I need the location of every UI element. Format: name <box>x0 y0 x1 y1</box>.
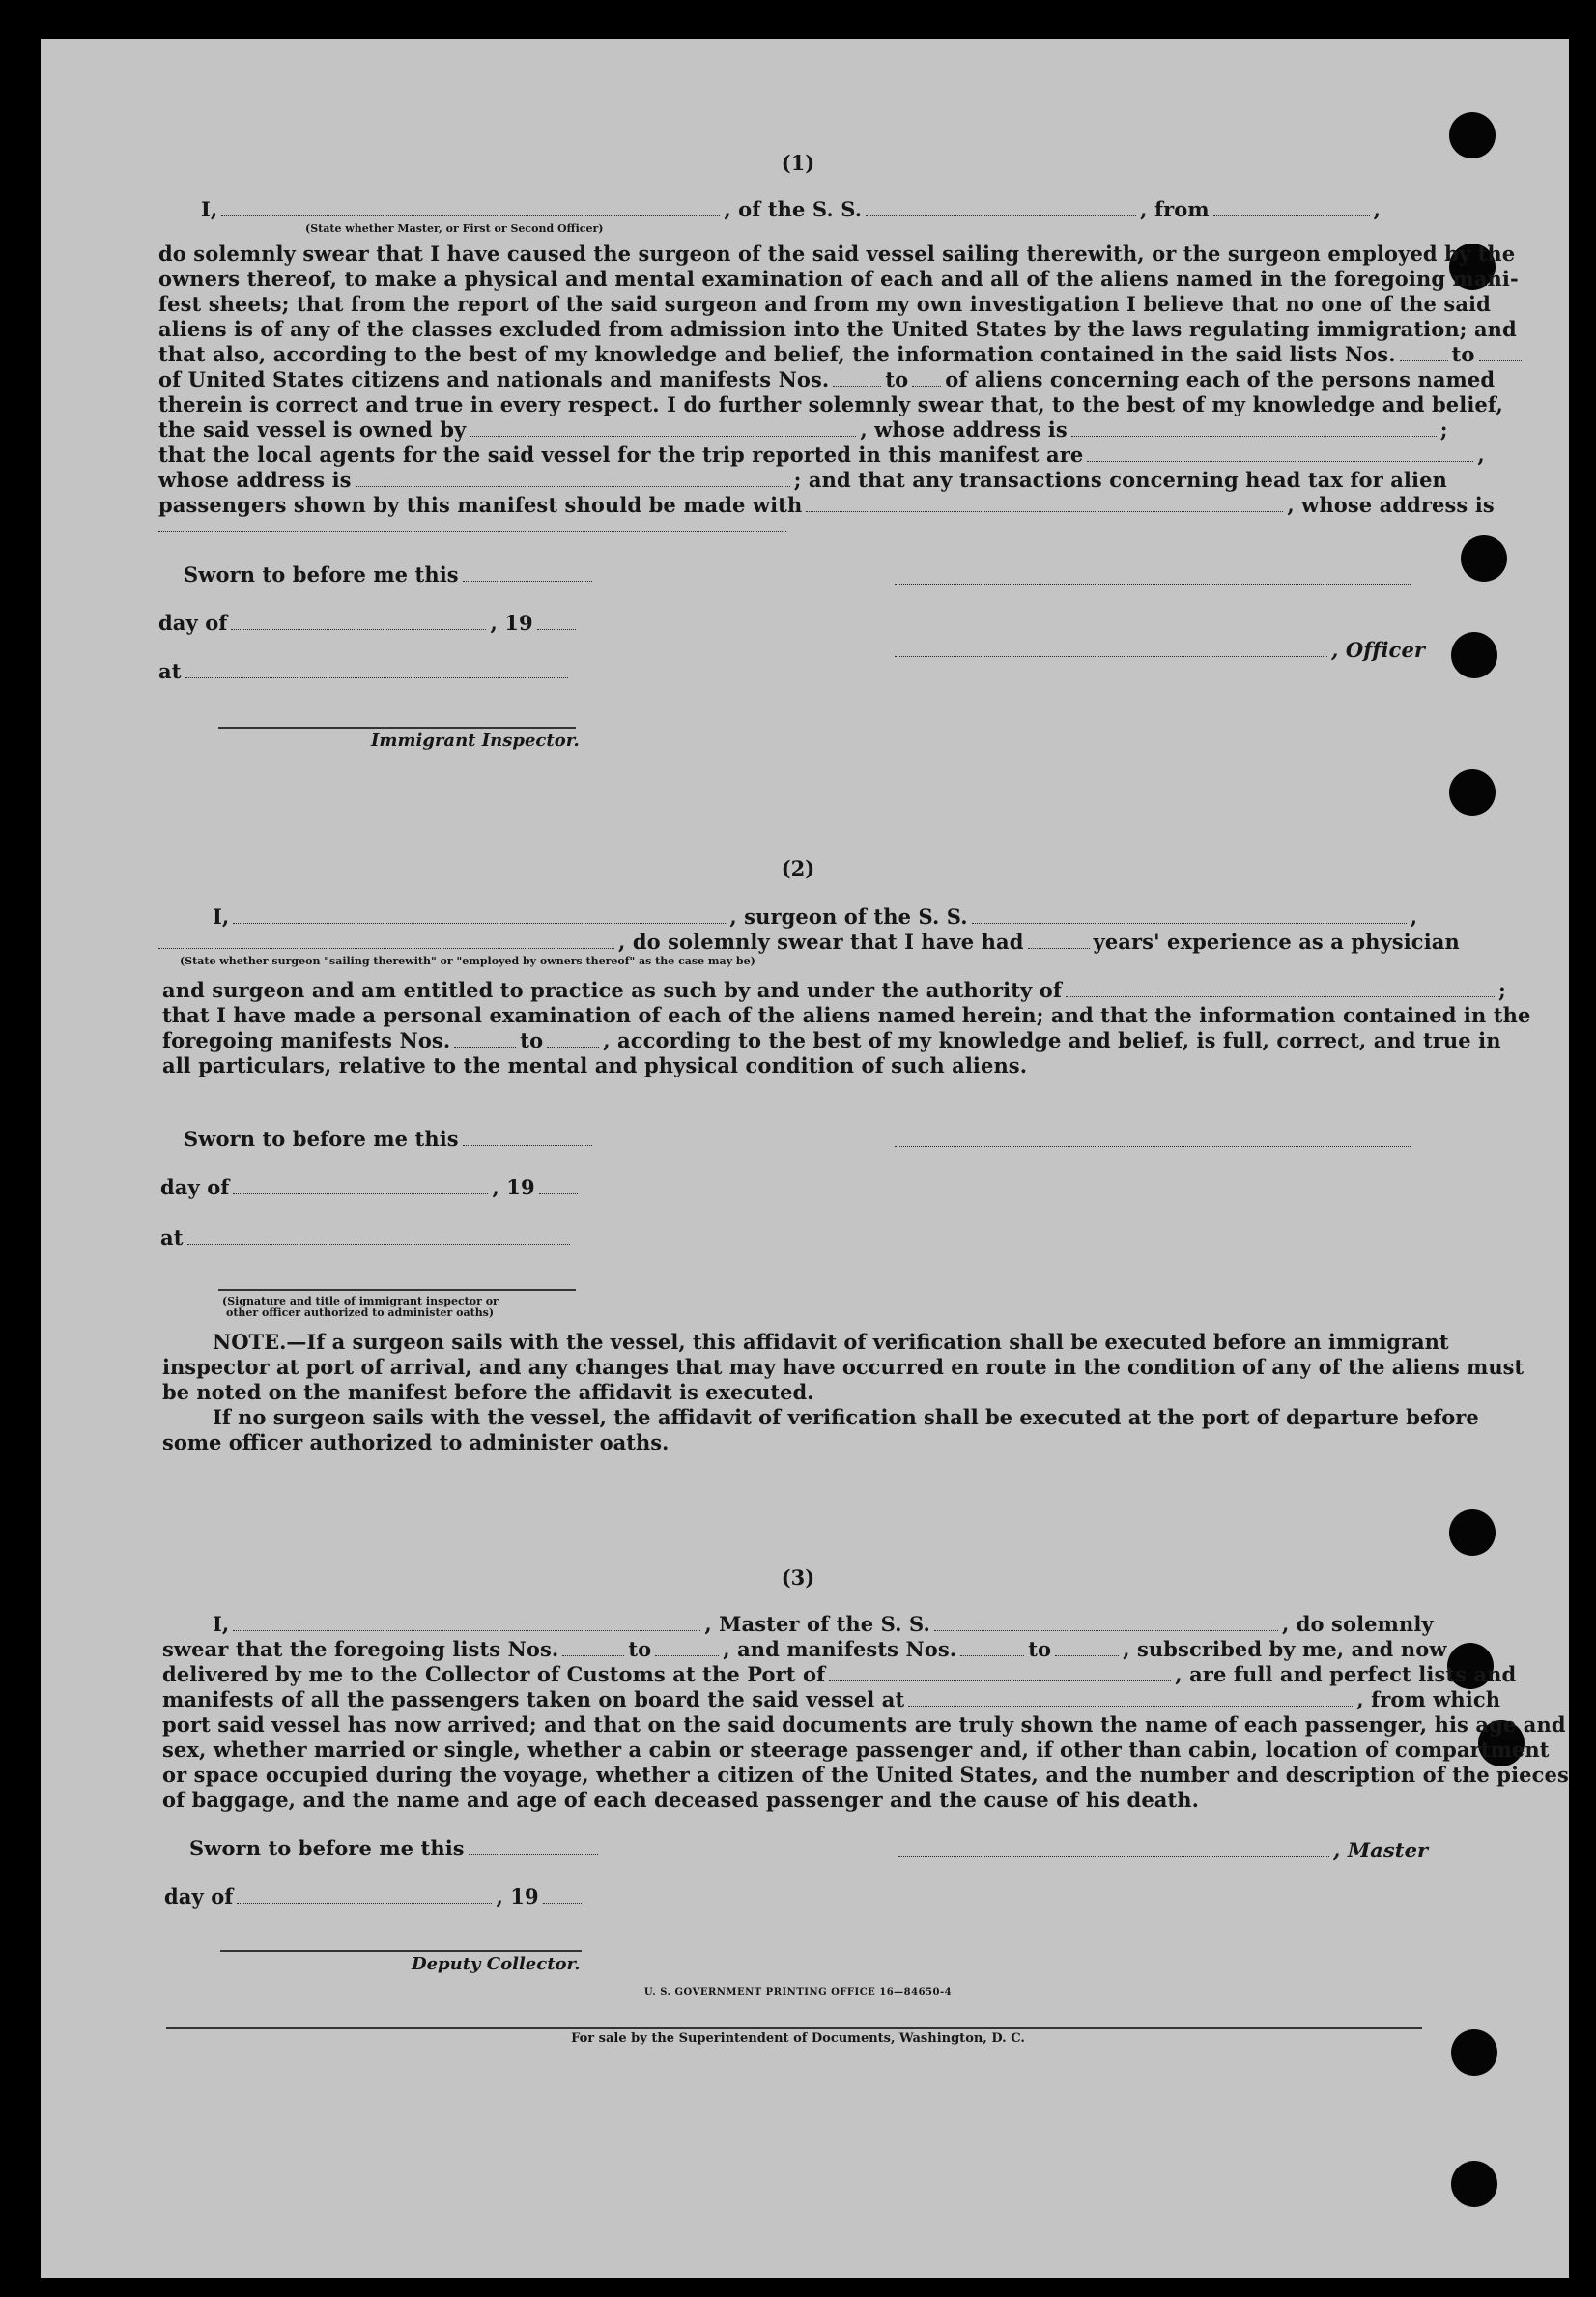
s2-surgeon-hint: (State whether surgeon "sailing therewith" or "employed by owners thereof" as the case may be) <box>180 955 755 967</box>
s1-line-4: fest sheets; that from the report of the said surgeon and from my own investigation I believe that no one of the said <box>158 292 1491 316</box>
s2-line-1: I, , surgeon of the S. S. , <box>213 904 1418 929</box>
sale-notice: For sale by the Superintendent of Documents, Washington, D. C. <box>571 2031 1025 2046</box>
s1-line-6: that also, according to the best of my knowledge and belief, the information contained in the said lists Nos. to <box>158 342 1525 367</box>
punch-hole <box>1449 1509 1496 1556</box>
s1-line-9: the said vessel is owned by , whose address is ; <box>158 417 1448 442</box>
s1-address-blank <box>158 531 786 532</box>
s2-note: NOTE.—If a surgeon sails with the vessel, this affidavit of verification shall be executed before an immigrant inspector at port of arrival, and any changes that may have occurred en route in the condition of any of the aliens must be noted on the manifest before the affidavit is executed. If no surgeon sails with the vessel, the affidavit of verification shall be executed at the port of departure before some officer authorized to administer oaths. <box>162 1330 1525 1454</box>
s1-line-1: I, , of the S. S. , from , <box>201 197 1382 221</box>
s1-line-8: therein is correct and true in every respect. I do further solemnly swear that, to the best of my knowledge and belief, <box>158 392 1503 416</box>
s3-master: , Master <box>898 1838 1428 1863</box>
s1-line-3: owners thereof, to make a physical and mental examination of each and all of the aliens named in the foregoing mani- <box>158 267 1519 291</box>
s3-caption: Deputy Collector. <box>412 1954 581 1974</box>
s2-at: at <box>160 1225 574 1250</box>
s2-inspector-line <box>218 1289 576 1291</box>
s3-line-4: manifests of all the passengers taken on board the said vessel at , from which <box>162 1687 1501 1711</box>
s2-day-of: day of , 19 <box>160 1175 582 1200</box>
punch-hole <box>1461 535 1507 582</box>
s1-signature-line <box>895 584 1411 585</box>
s1-line-10: that the local agents for the said vessel for the trip reported in this manifest are , <box>158 443 1485 467</box>
s1-line-5: aliens is of any of the classes excluded from admission into the United States by the laws regulating immigration; and <box>158 317 1517 341</box>
section-2-number: (2) <box>781 856 815 880</box>
punch-hole <box>1451 632 1497 678</box>
s3-day-of: day of , 19 <box>164 1884 585 1909</box>
s3-line-1: I, , Master of the S. S. , do solemnly <box>213 1612 1434 1636</box>
punch-hole <box>1449 769 1496 816</box>
s3-line-2: swear that the foregoing lists Nos. to , and manifests Nos. to , subscribed by me, and now <box>162 1637 1447 1661</box>
s2-line-5: foregoing manifests Nos. to , according to the best of my knowledge and belief, is full, correct, and true in <box>162 1028 1501 1052</box>
s3-line-3: delivered by me to the Collector of Customs at the Port of , are full and perfect lists and <box>162 1662 1517 1686</box>
section-1-number: (1) <box>781 151 815 175</box>
s2-caption-1: (Signature and title of immigrant inspector or <box>222 1295 499 1307</box>
s3-line-5: port said vessel has now arrived; and that on the said documents are truly shown the name of each passenger, his age and <box>162 1712 1566 1737</box>
s1-caption: Immigrant Inspector. <box>371 731 580 751</box>
printing-office-line: U. S. GOVERNMENT PRINTING OFFICE 16—84650-4 <box>643 1987 953 1997</box>
s2-line-2: , do solemnly swear that I have had years' experience as a physician <box>158 930 1460 955</box>
footer-rule <box>166 2027 1422 2029</box>
s2-line-3: and surgeon and am entitled to practice as such by and under the authority of ; <box>162 978 1506 1002</box>
s1-officer-hint: (State whether Master, or First or Second Officer) <box>305 222 604 235</box>
s1-line-2: do solemnly swear that I have caused the surgeon of the said vessel sailing therewith, or the surgeon employed by the <box>158 242 1516 266</box>
s1-line-12: passengers shown by this manifest should be made with , whose address is <box>158 493 1495 517</box>
s1-day-of: day of , 19 <box>158 611 580 636</box>
s1-officer: , Officer <box>895 638 1425 663</box>
section-3-number: (3) <box>781 1565 815 1590</box>
s1-inspector-line <box>218 727 576 729</box>
s2-sworn: Sworn to before me this <box>184 1127 596 1152</box>
s2-caption-2: other officer authorized to administer oaths) <box>226 1306 495 1319</box>
s2-line-4: that I have made a personal examination of each of the aliens named herein; and that the information contained in the <box>162 1003 1531 1027</box>
s3-line-6: sex, whether married or single, whether a cabin or steerage passenger and, if other than cabin, location of compartment <box>162 1737 1550 1762</box>
s1-at: at <box>158 659 572 684</box>
s1-line-7: of United States citizens and nationals and manifests Nos. to of aliens concerning each of the persons named <box>158 367 1496 391</box>
s3-line-7: or space occupied during the voyage, whether a citizen of the United States, and the number and description of the pieces <box>162 1763 1569 1787</box>
punch-hole <box>1451 2161 1497 2207</box>
s1-sworn: Sworn to before me this <box>184 562 596 588</box>
s2-line-6: all particulars, relative to the mental and physical condition of such aliens. <box>162 1053 1028 1077</box>
s3-line-8: of baggage, and the name and age of each deceased passenger and the cause of his death. <box>162 1788 1200 1812</box>
s1-line-11: whose address is ; and that any transactions concerning head tax for alien <box>158 468 1447 492</box>
s3-sworn: Sworn to before me this <box>189 1836 602 1861</box>
s2-signature-line <box>895 1146 1411 1147</box>
s3-collector-line <box>220 1950 582 1952</box>
